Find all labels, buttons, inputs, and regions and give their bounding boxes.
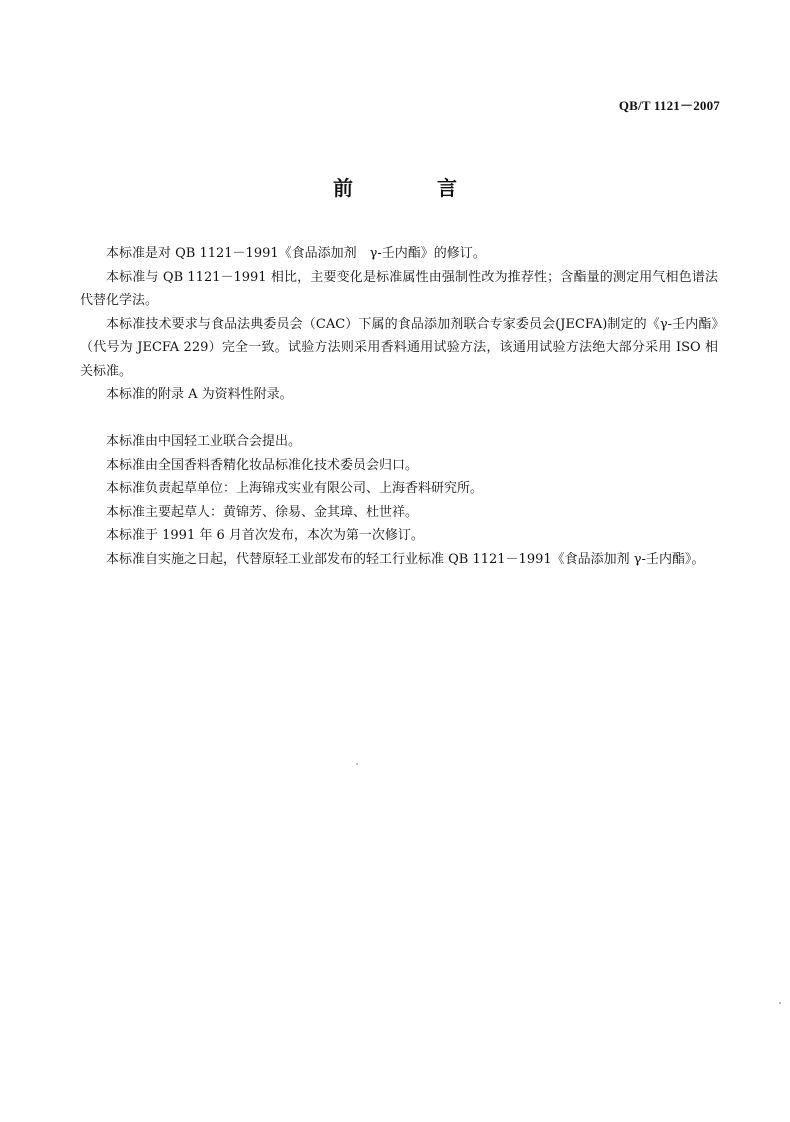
paragraph-drafting-units: 本标准负责起草单位：上海锦戎实业有限公司、上海香料研究所。 bbox=[106, 481, 484, 496]
paragraph-appendix-note: 本标准的附录 A 为资料性附录。 bbox=[106, 387, 293, 402]
paragraph-gap bbox=[80, 407, 718, 431]
paragraph-replacement: 本标准自实施之日起，代替原轻工业部发布的轻工行业标准 QB 1121－1991《食品添加剂 γ-壬内酯》。 bbox=[106, 551, 705, 567]
paragraph-first-release: 本标准于 1991 年 6 月首次发布，本次为第一次修订。 bbox=[106, 528, 424, 543]
scan-speck bbox=[779, 1002, 781, 1004]
paragraph-technical-requirements: 本标准技术要求与食品法典委员会（CAC）下属的食品添加剂联合专家委员会(JECFA)制定的《γ-壬内酯》（代号为 JECFA 229）完全一致。试验方法则采用香料通用试验方法，该通用试验方法绝大部分采用 ISO 相关标准。 bbox=[80, 316, 718, 379]
paragraph-main-changes: 本标准与 QB 1121－1991 相比，主要变化是标准属性由强制性改为推荐性；含酯量的测定用气相色谱法代替化学法。 bbox=[80, 269, 718, 308]
paragraph-drafters: 本标准主要起草人：黄锦芳、徐易、金其璋、杜世祥。 bbox=[106, 504, 419, 520]
paragraph-committee: 本标准由全国香料香精化妆品标准化技术委员会归口。 bbox=[106, 457, 419, 473]
paragraph-revision-note: 本标准是对 QB 1121－1991《食品添加剂 γ-壬内酯》的修订。 bbox=[106, 246, 486, 261]
page-title: 前 言 bbox=[333, 176, 489, 200]
scan-speck bbox=[356, 763, 358, 765]
standard-code: QB/T 1121－2007 bbox=[618, 98, 720, 113]
document-body bbox=[80, 242, 718, 571]
paragraph-proposer: 本标准由中国轻工业联合会提出。 bbox=[106, 434, 302, 449]
